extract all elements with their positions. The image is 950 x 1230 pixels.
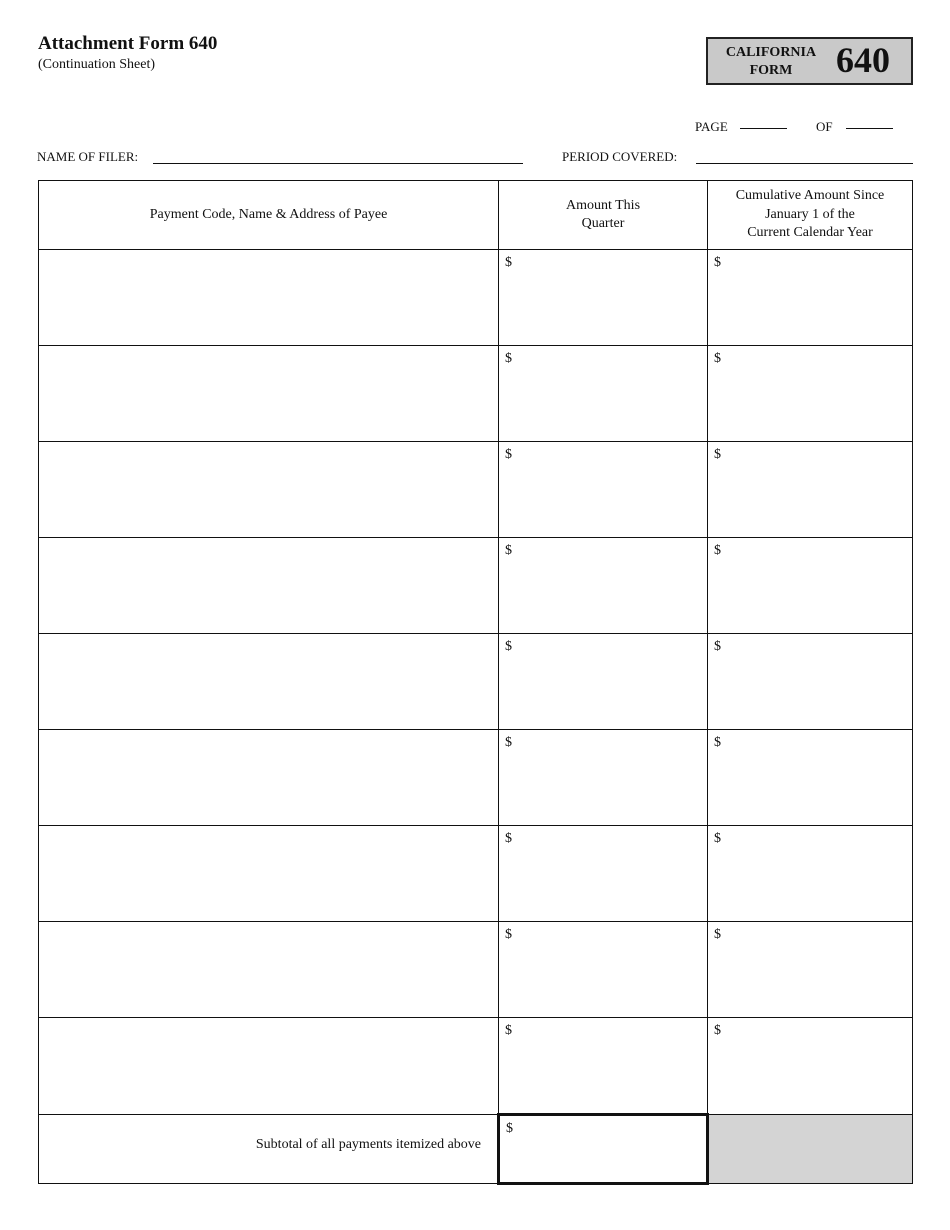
page-label: PAGE [695,119,728,134]
table-row [39,922,913,1018]
payee-column-header: Payment Code, Name & Address of Payee [39,181,499,250]
subtotal-shaded-cell [708,1115,913,1184]
period-covered-field[interactable] [696,163,913,164]
amount-quarter-cell[interactable] [499,634,708,730]
table-row [39,1018,913,1115]
page-number-field[interactable] [740,128,787,129]
dollar-sign: $ [505,927,512,942]
payee-cell[interactable] [39,826,499,922]
cumulative-header-line3: Current Calendar Year [747,225,873,241]
table-row [39,250,913,346]
amount-quarter-header-line1: Amount This [565,197,641,213]
page-of-label: OF [816,119,833,134]
amount-quarter-cell[interactable] [499,442,708,538]
dollar-sign: $ [505,735,512,750]
cumulative-amount-cell[interactable] [708,730,913,826]
cumulative-header-line2: January 1 of the [765,206,855,222]
payee-cell[interactable] [39,1018,499,1115]
subtotal-amount-cell[interactable] [499,1115,708,1184]
dollar-sign: $ [714,543,721,558]
payee-cell[interactable] [39,442,499,538]
form-label-form: FORM [749,63,793,78]
dollar-sign: $ [714,351,721,366]
dollar-sign: $ [714,831,721,846]
form-label-state: CALIFORNIA [725,45,817,60]
period-covered-label: PERIOD COVERED: [562,149,678,164]
dollar-sign: $ [505,639,512,654]
page-total-field[interactable] [846,128,893,129]
cumulative-amount-cell[interactable] [708,826,913,922]
dollar-sign: $ [506,1121,513,1136]
dollar-sign: $ [714,447,721,462]
dollar-sign: $ [505,351,512,366]
dollar-sign: $ [505,447,512,462]
amount-quarter-header-line2: Quarter [581,216,625,231]
dollar-sign: $ [505,831,512,846]
dollar-sign: $ [505,1023,512,1038]
amount-quarter-cell[interactable] [499,1018,708,1115]
payee-cell[interactable] [39,250,499,346]
name-of-filer-field[interactable] [153,163,523,164]
cumulative-amount-cell[interactable] [708,346,913,442]
dollar-sign: $ [714,735,721,750]
form-subtitle: (Continuation Sheet) [38,57,156,72]
form-number-box [706,37,913,85]
amount-quarter-column-header [499,181,708,250]
table-row [39,634,913,730]
amount-quarter-cell[interactable] [499,250,708,346]
table-row [39,826,913,922]
table-row [39,730,913,826]
form-title: Attachment Form 640 [38,33,218,54]
subtotal-row [39,1115,913,1184]
dollar-sign: $ [714,927,721,942]
payee-cell[interactable] [39,634,499,730]
table-row [39,346,913,442]
form-label [714,44,828,80]
table-row [39,442,913,538]
dollar-sign: $ [714,1023,721,1038]
subtotal-label-cell [39,1115,499,1184]
payee-cell[interactable] [39,346,499,442]
payee-cell[interactable] [39,538,499,634]
cumulative-amount-cell[interactable] [708,1018,913,1115]
dollar-sign: $ [505,543,512,558]
payee-cell[interactable] [39,730,499,826]
amount-quarter-cell[interactable] [499,922,708,1018]
cumulative-amount-cell[interactable] [708,250,913,346]
dollar-sign: $ [714,639,721,654]
dollar-sign: $ [714,255,721,270]
cumulative-header-line1: Cumulative Amount Since [735,188,885,204]
cumulative-amount-cell[interactable] [708,922,913,1018]
cumulative-amount-cell[interactable] [708,538,913,634]
cumulative-amount-cell[interactable] [708,634,913,730]
amount-quarter-cell[interactable] [499,826,708,922]
amount-quarter-cell[interactable] [499,346,708,442]
table-row [39,538,913,634]
form-number: 640 [836,40,890,80]
cumulative-amount-cell[interactable] [708,442,913,538]
name-of-filer-label: NAME OF FILER: [37,149,139,164]
amount-quarter-cell[interactable] [499,730,708,826]
payee-cell[interactable] [39,922,499,1018]
subtotal-label: Subtotal of all payments itemized above [255,1137,481,1152]
amount-quarter-cell[interactable] [499,538,708,634]
dollar-sign: $ [505,255,512,270]
payments-table [38,180,913,1185]
cumulative-amount-column-header [708,181,913,250]
